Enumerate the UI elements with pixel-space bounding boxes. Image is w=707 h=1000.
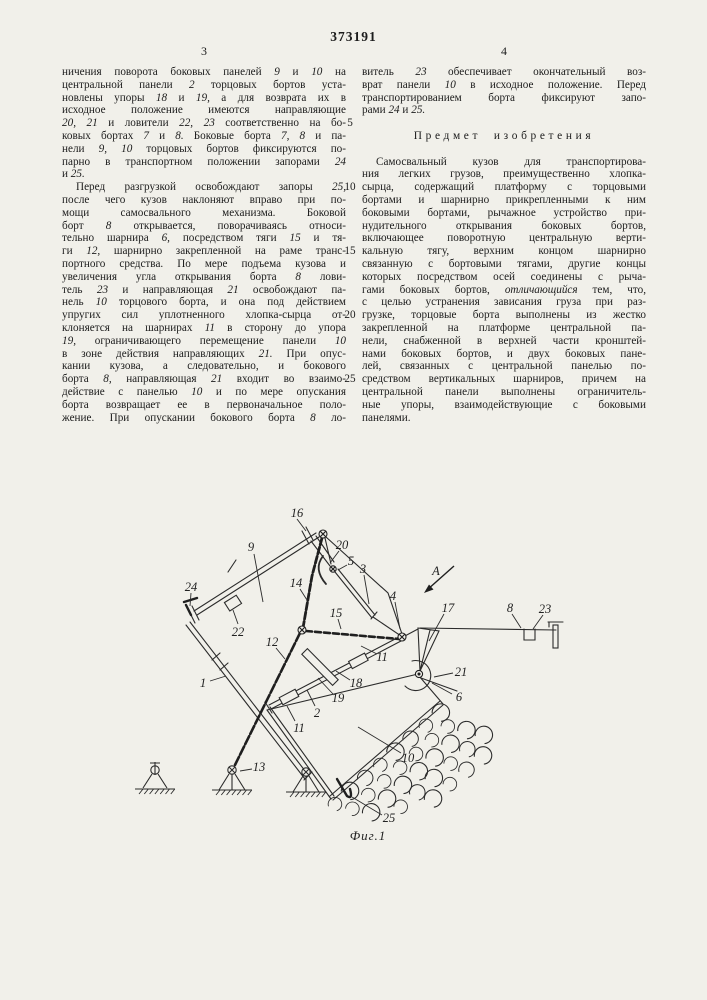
- text-line: ковых бортах 7 и 8. Боковые борта 7, 8 и па-: [62, 129, 347, 142]
- text-line: нели, снабженной в верхней части кронштей-: [362, 334, 646, 347]
- figure-part-labels: [185, 506, 552, 825]
- figure-part-label: 22: [231, 625, 245, 639]
- gutter-line-number: 10: [344, 181, 356, 194]
- text-line: ния легких грузов, преимущественно хлопка-: [362, 168, 646, 181]
- figure-part-label: 10: [401, 751, 415, 765]
- text-line: нели 9, 10 торцовых бортов фиксируются по-: [62, 142, 346, 155]
- figure-plates: [224, 595, 368, 705]
- text-line: лей, связанных с центральной панелью по-: [362, 360, 646, 373]
- label-leader-line: [533, 615, 543, 629]
- figure-caption: Фиг.1: [349, 828, 387, 843]
- text-line: Самосвальный кузов для транспортирова-: [376, 155, 646, 168]
- text-line: нель 10 торцового борта, и она под действием: [62, 296, 347, 309]
- text-line: связанную с бортовыми тягами, другие концы: [362, 257, 646, 270]
- figure-part-label: 8: [506, 601, 514, 615]
- label-leader-line: [338, 565, 347, 570]
- text-line: увеличения угла открывания борта 8 лови-: [62, 270, 347, 283]
- text-line: панелями.: [362, 411, 411, 424]
- text-line: грузке, торцовые борта выполнены из жестко: [362, 309, 646, 322]
- column-number-left: 3: [201, 44, 207, 58]
- label-leader-line: [297, 519, 306, 531]
- label-leader-line: [434, 673, 453, 677]
- label-leader-line: [364, 575, 369, 604]
- text-line: ги 12, шарнирно закрепленной на раме транс-: [62, 245, 346, 258]
- text-line: 20, 21 и ловители 22, 23 соответственно на бо-: [62, 117, 346, 130]
- text-line: боковыми бортами, рычажное устройство при-: [362, 206, 646, 219]
- text-line: ничения поворота боковых панелей 9 и 10 на: [62, 66, 346, 78]
- text-line: рами 24 и 25.: [362, 104, 426, 117]
- text-line: ные упоры, взаимодействующие с боковыми: [362, 398, 646, 411]
- label-leader-line: [287, 706, 295, 721]
- label-leader-line: [190, 593, 191, 606]
- label-leader-line: [233, 610, 238, 624]
- text-line: после чего кузов наклоняют вправо при по-: [62, 193, 346, 206]
- text-line: гами боковых бортов, отличающийся тем, что,: [362, 283, 646, 296]
- text-line: портного средства. По мере подъема кузова и: [62, 257, 346, 270]
- figure-part-label: 23: [538, 602, 552, 616]
- text-line: борт 8 открывается, поворачиваясь относи-: [62, 219, 346, 232]
- gutter-line-number: 25: [344, 373, 356, 386]
- figure-part-label: 1: [199, 676, 207, 690]
- text-line: в зоне действия направляющих 21. При опус-: [62, 347, 346, 360]
- figure-part-label: 15: [329, 606, 343, 620]
- figure-part-label: 11: [293, 721, 305, 735]
- left-column: [62, 66, 346, 424]
- label-leader-line: [210, 676, 226, 681]
- figure-part-label: 2: [313, 706, 321, 720]
- figure-part-label: 21: [454, 665, 468, 679]
- column-number-right: 4: [501, 44, 507, 58]
- label-leader-line: [338, 619, 341, 629]
- label-leader-line: [330, 551, 339, 563]
- gutter-line-number: 15: [344, 245, 356, 258]
- label-leader-line: [276, 648, 285, 659]
- figure-part-label: 20: [335, 538, 349, 552]
- text-line: средством вертикальных шарниров, причем на: [362, 373, 646, 386]
- figure-part-label: 25: [382, 811, 396, 825]
- text-line: центральной панели выполнены ограничитель-: [362, 385, 646, 398]
- label-leader-line: [336, 671, 350, 680]
- text-line: мощи самосвального механизма. Боковой: [62, 206, 346, 219]
- figure-part-label: 12: [265, 635, 279, 649]
- label-leader-line: [307, 690, 315, 706]
- text-line: парно в транспортном положении запорами 24: [62, 155, 346, 168]
- text-line: врат панели 10 в исходное положение. Перед: [362, 78, 646, 91]
- label-leader-line: [512, 614, 521, 628]
- figure-linework: [186, 527, 563, 800]
- text-line: включающее поворотную центральную верти-: [362, 232, 646, 245]
- gutter-line-number: 5: [347, 117, 353, 130]
- text-line: закрепленной на платформе центральной па-: [362, 321, 646, 334]
- figure-part-label: 9: [247, 540, 255, 554]
- text-line: тель 23 и направляющая 21 освобождают па-: [62, 283, 346, 296]
- section-heading: Предмет изобретения: [413, 129, 595, 142]
- label-leader-line: [300, 589, 307, 600]
- view-direction-label: A: [432, 564, 440, 578]
- patent-number: 373191: [330, 29, 377, 44]
- text-line: борта возвращает ее в первоначальное поло-: [62, 398, 346, 411]
- text-line: 19, ограничивающего перемещение панели 10: [62, 334, 346, 347]
- text-line: действие с панелью 10 и по мере опускания: [62, 385, 346, 398]
- figure-part-label: 5: [347, 554, 355, 568]
- text-line: нудительного открывания боковых бортов,: [362, 219, 646, 232]
- text-line: транспортированием борта фиксируют запо-: [362, 91, 646, 104]
- text-line: клоняется на шарнирах 11 в сторону до упора: [62, 321, 347, 334]
- text-line: которых посредством осей соединены с рыча-: [362, 270, 646, 283]
- text-line: бортами и шарнирно прикрепленными к ним: [362, 193, 646, 206]
- figure-part-label: 24: [184, 580, 198, 594]
- figure-part-label: 14: [289, 576, 303, 590]
- figure-part-label: 19: [331, 691, 345, 705]
- figure-part-label: 4: [389, 589, 397, 603]
- text-line: сырца, содержащий платформу с торцовыми: [362, 181, 646, 194]
- figure-part-label: 17: [441, 601, 455, 615]
- text-line: новлены упоры 18 и 19, а для возврата их в: [62, 91, 346, 104]
- text-line: исходное положение имеются направляющие: [62, 104, 346, 117]
- text-line: тельно шарнира 6, посредством тяги 15 и тя-: [62, 232, 346, 245]
- figure-part-label: 6: [455, 690, 463, 704]
- text-line: кальную тягу, верхним концом шарнирно: [362, 245, 646, 258]
- text-line: борта 8, направляющая 21 входит во взаимо-: [62, 373, 346, 386]
- text-line: с целью устранения зависания груза при раз-: [362, 296, 646, 309]
- figure-part-label: 11: [376, 650, 388, 664]
- text-line: Перед разгрузкой освобождают запоры 25,: [76, 181, 346, 194]
- label-leader-line: [240, 769, 252, 771]
- text-line: жение. При опускании бокового борта 8 ло-: [62, 411, 346, 424]
- text-line: кании кузова, а следовательно, и бокового: [62, 360, 346, 373]
- figure-part-label: 18: [349, 676, 363, 690]
- text-line: центральной панели 2 торцовых бортов уста-: [62, 78, 346, 91]
- figure-part-label: 13: [252, 760, 266, 774]
- right-column: [362, 66, 646, 424]
- text-line: нами боковых бортов, и двух боковых пане-: [362, 347, 646, 360]
- text-line: витель 23 обеспечивает окончательный воз-: [362, 66, 646, 78]
- ground-hatching: [135, 789, 326, 797]
- figure-part-label: 16: [290, 506, 304, 520]
- text-line: упругих сил уплотненного хлопка-сырца от-: [62, 309, 346, 322]
- gutter-line-number: 20: [344, 309, 356, 322]
- figure-drawing: [0, 470, 707, 870]
- text-line: и 25.: [62, 168, 85, 181]
- figure-part-label: 3: [359, 562, 367, 576]
- support-tripods: [143, 762, 319, 792]
